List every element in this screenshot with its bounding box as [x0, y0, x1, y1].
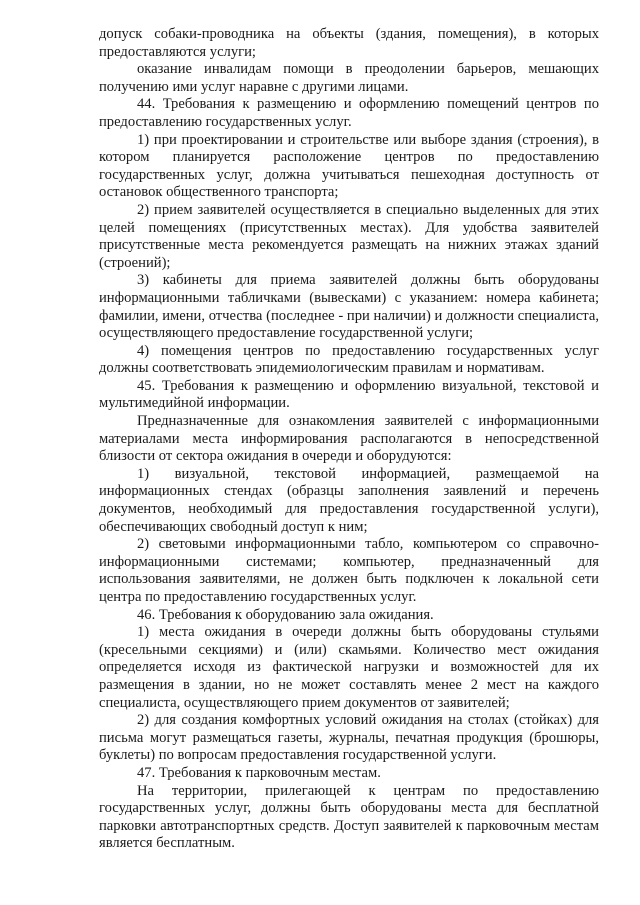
section-45-item-2: 2) световыми информационными табло, компьютером со справочно-информационными системами; компьютер, предназначенный для использования заявителями, не должен быть подключен к локальной сети центра по предоставлению государственных услуг.: [99, 536, 599, 605]
paragraph-assistance: оказание инвалидам помощи в преодолении барьеров, мешающих получению ими услуг наравне с другими лицами.: [99, 61, 599, 95]
section-47-heading: 47. Требования к парковочным местам.: [137, 764, 381, 781]
section-45-heading: 45. Требования к размещению и оформлению визуальной, текстовой и мультимедийной информации.: [99, 377, 599, 412]
document-page: [99, 26, 599, 853]
section-44-item-1: 1) при проектировании и строительстве или выборе здания (строения), в котором планируется расположение центров по предоставлению государственных услуг, должна учитываться пешеходная доступность от остановок общественного транспорта;: [99, 131, 599, 201]
section-46-heading: 46. Требования к оборудованию зала ожидания.: [137, 606, 434, 623]
section-46-item-1: 1) места ожидания в очереди должны быть оборудованы стульями (кресельными секциями) и (или) скамьями. Количество мест ожидания определяется исходя из фактической нагрузки и возможностей для их размещения в здании, но не может составлять менее 2 мест на каждого специалиста, осуществляющего прием документов от заявителей;: [99, 624, 599, 711]
section-44-heading: 44. Требования к размещению и оформлению помещений центров по предоставлению государственных услуг.: [99, 96, 599, 130]
section-44-item-3: 3) кабинеты для приема заявителей должны быть оборудованы информационными табличками (вывесками) с указанием: номера кабинета; фамилии, имени, отчества (последнее - при наличии) и должности специалиста, осуществляющего предоставление государственной услуги;: [99, 272, 599, 342]
section-46-item-2: 2) для создания комфортных условий ожидания на столах (стойках) для письма могут размещаться газеты, журналы, печатная продукция (брошюры, буклеты) по вопросам предоставления государственной услуги.: [99, 712, 599, 764]
section-45-intro: Предназначенные для ознакомления заявителей с информационными материалами места информирования располагаются в непосредственной близости от сектора ожидания в очереди и оборудуются:: [99, 413, 599, 465]
section-44-item-2: 2) прием заявителей осуществляется в специально выделенных для этих целей помещениях (присутственных местах). Для удобства заявителей присутственные места рекомендуется размещать на нижних этажах зданий (строений);: [99, 201, 599, 271]
section-47-text: На территории, прилегающей к центрам по предоставлению государственных услуг, должны быть оборудованы места для бесплатной парковки автотранспортных средств. Доступ заявителей к парковочным местам является бесплатным.: [99, 782, 599, 852]
section-44-item-4: 4) помещения центров по предоставлению государственных услуг должны соответствовать эпидемиологическим правилам и нормативам.: [99, 342, 599, 377]
paragraph-guide-dog: допуск собаки-проводника на объекты (здания, помещения), в которых предоставляются услуги;: [99, 26, 599, 60]
section-45-item-1: 1) визуальной, текстовой информацией, размещаемой на информационных стендах (образцы заполнения заявлений и перечень документов, необходимый для предоставления государственной услуги), обеспечивающих свободный доступ к ним;: [99, 465, 599, 535]
